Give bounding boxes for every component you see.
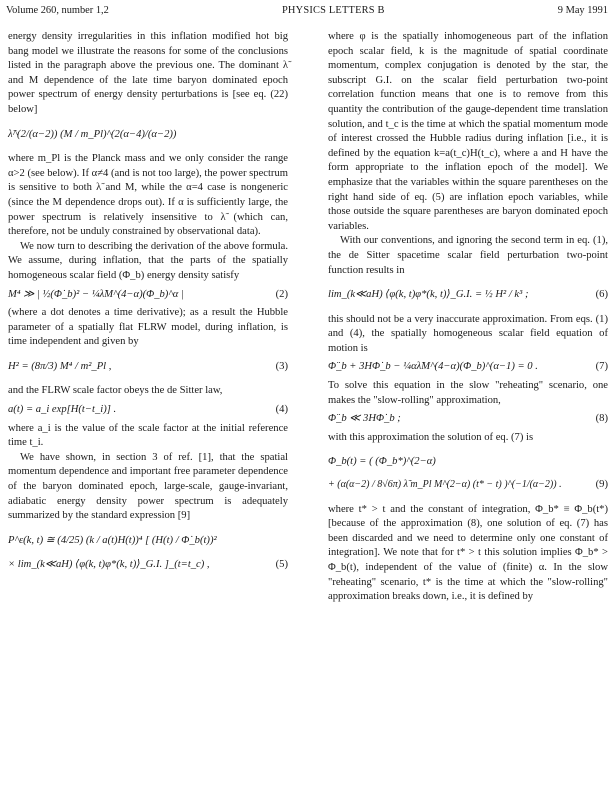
equation-number: (6) (595, 289, 608, 301)
running-header (6, 5, 608, 19)
issue-date: 9 May 1991 (557, 5, 608, 16)
paragraph: and the FLRW scale factor obeys the de Sitter law, (8, 385, 223, 397)
equation-body: Φ_b(t) = ( (Φ_b*)^(2−α) (328, 456, 436, 468)
paragraph: where t* > t and the constant of integration, Φ_b* ≡ Φ_b(t*) [because of the approximation (8), one solution of eq. (7) has been discarded and we need to determine only one constant of integration]. We note that for t* > t this solution implies Φ_b* > Φ_b(t), independent of the value of (finite) α. In the slow "reheating" scenario, t* is the time at which the "slow-rolling" approximation breaks down, i.e., it is defined by (328, 503, 608, 603)
paragraph: this should not be a very inaccurate approximation. From eqs. (1) and (4), the spatially homogeneous scalar field equation of motion is (328, 313, 608, 354)
equation-number: (5) (275, 559, 288, 571)
paragraph: To solve this equation in the slow "reheating" scenario, one makes the "slow-rolling" approximation, (328, 380, 608, 406)
equation-number: (7) (595, 361, 608, 373)
equation-body: × lim_(k≪aH) ⟨φ(k, t)φ*(k, t)⟩_G.I. ]_(t=t_c) , (8, 559, 210, 571)
equation-number: (9) (595, 479, 608, 491)
paragraph: with this approximation the solution of eq. (7) is (328, 431, 534, 443)
paragraph: (where a dot denotes a time derivative); as a result the Hubble parameter of a spatially flat FLRW model, during inflation, is time independent and given by (8, 307, 288, 348)
equation-unnumbered (8, 128, 288, 143)
equation-body: a(t) = a_i exp[H(t−t_i)] . (8, 404, 117, 416)
equation-body: lim_(k≪aH) ⟨φ(k, t)φ*(k, t)⟩_G.I. = ½ H² / k³ ; (328, 289, 529, 301)
equation-4 (8, 403, 288, 418)
equation-2 (8, 288, 288, 303)
equation-5 (8, 534, 288, 573)
journal-title: PHYSICS LETTERS B (281, 5, 385, 16)
equation-body: + (α(α−2) / 8√6π) λ̃ m_Pl M^(2−α) (t* − t) )^(−1/(α−2)) . (328, 479, 562, 491)
equation-6 (328, 288, 608, 303)
left-column (8, 30, 288, 583)
equation-body: Φ̈_b + 3HΦ̇_b − ¼αλ̃M^(4−α)(Φ_b)^(α−1) = 0 . (328, 361, 538, 373)
equation-3 (8, 360, 288, 375)
paragraph: We have shown, in section 3 of ref. [1], that the spatial momentum dependence and important free parameter dependence of the baryon dominated epoch, large-scale, gauge-invariant, adiabatic energy density power spectrum is adequately summarized by the standard expression [9] (8, 451, 288, 522)
volume-label: Volume 260, number 1,2 (6, 5, 109, 16)
equation-8 (328, 412, 608, 427)
paragraph: where m_Pl is the Planck mass and we only consider the range α>2 (see below). If α≠4 (and is not too large), the power spectrum is sensitive to both λ̃ and M, while the α=4 case is nongeneric (since the M dependence drops out). If α is sufficiently large, the power spectrum is relatively insensitive to λ̃ (which can, therefore, not be unduly constrained by observational data). (8, 153, 288, 238)
paragraph: where a_i is the value of the scale factor at the initial reference time t_i. (8, 422, 288, 449)
equation-number: (4) (275, 404, 288, 416)
paragraph: where φ is the spatially inhomogeneous part of the inflation epoch scalar field, k is the magnitude of spatial coordinate momentum, complex conjugation is denoted by the star, the subscript G.I. on the scalar field perturbation two-point correlation function means that one is to remove from this quantity the contribution of the gauge-dependent time translation solution, and t_c is the time at which the spatial momentum mode of interest crossed the Hubble radius during inflation [i.e., it is defined by the equation k=a(t_c)H(t_c), where a and H have the form appropriate to the inflation epoch of the model]. We emphasize that the variables within the square parentheses on the right hand side of eq. (5) are inflation epoch variables, while those outside the square parentheses are baryon dominated epoch variables. (328, 31, 608, 232)
paragraph: With our conventions, and ignoring the second term in eq. (1), the de Sitter spacetime scalar field perturbation two-point function results in (328, 235, 608, 276)
equation-number: (8) (595, 413, 608, 425)
right-column (328, 30, 608, 605)
equation-number: (3) (275, 360, 288, 372)
equation-body: Φ̈_b ≪ 3HΦ̇_b ; (328, 413, 401, 425)
paragraph: energy density irregularities in this inflation modified hot big bang model we illustrate the reasons for some of the conclusions listed in the paragraph above the previous one. The dominant λ̃ and M dependence of the late time baryon dominated epoch power spectrum of energy density perturbations is [see eq. (22) below] (8, 31, 288, 115)
equation-body: λ̃^(2/(α−2)) (M / m_Pl)^(2(α−4)/(α−2)) (8, 128, 177, 140)
equation-number: (2) (275, 288, 288, 300)
equation-9 (328, 455, 608, 492)
paragraph: We now turn to describing the derivation of the above formula. We assume, during inflation, that the parts of the spatially homogeneous scalar field (Φ_b) energy density satisfy (8, 240, 288, 281)
equation-body: H² = (8π/3) M⁴ / m²_Pl , (8, 360, 112, 372)
equation-body: M⁴ ≫ | ½(Φ̇_b)² − ¼λ̃M^(4−α)(Φ_b)^α | (8, 288, 184, 300)
equation-body: P^ε(k, t) ≅ (4/25) (k / a(t)H(t))⁴ [ (H(t) / Φ̇_b(t))² (8, 534, 217, 546)
equation-7 (328, 360, 608, 375)
